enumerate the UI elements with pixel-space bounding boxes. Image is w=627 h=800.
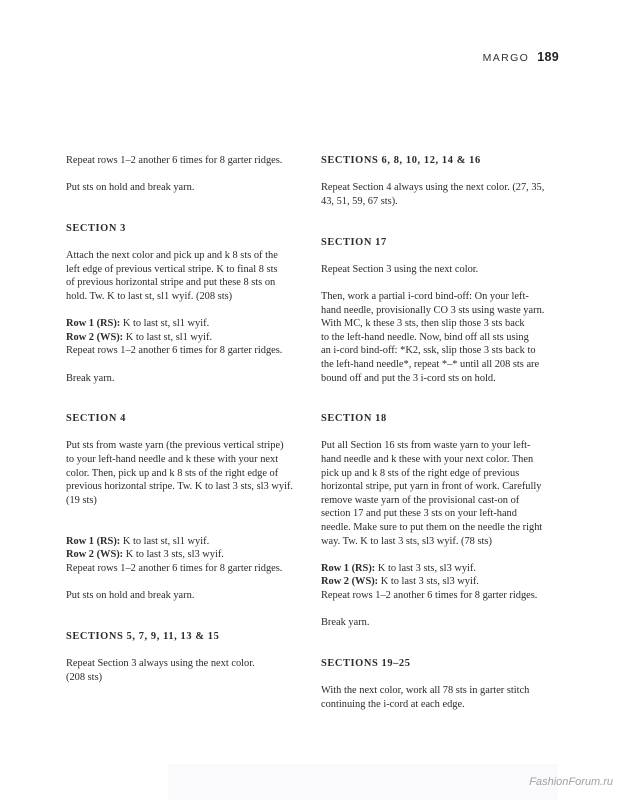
text-line: Put all Section 16 sts from waste yarn to your left-: [321, 440, 531, 452]
row-line: [321, 575, 563, 589]
row-text: K to last 3 sts, sl3 wyif.: [378, 576, 479, 588]
paragraph: [66, 439, 301, 507]
paragraph: [321, 439, 563, 548]
text-line: left edge of previous vertical stripe. K to final 8 sts: [66, 263, 278, 275]
row-line: [66, 331, 301, 345]
row-line: [66, 548, 301, 562]
text-line: Attach the next color and pick up and k 8 sts of the: [66, 250, 278, 262]
row-label: Row 1 (RS):: [321, 562, 376, 574]
text-line: Repeat rows 1–2 another 6 times for 8 garter ridges.: [66, 345, 283, 357]
section-heading: SECTION 17: [321, 236, 387, 248]
paragraph: Break yarn.: [321, 617, 370, 629]
text-line: pick up and k 8 sts of the right edge of previous: [321, 467, 520, 479]
left-column: [66, 154, 301, 698]
paragraph: [321, 290, 563, 385]
text-line: hand needle and k these with your next color. Then: [321, 454, 534, 466]
section-heading: SECTION 4: [66, 413, 126, 425]
right-column: [321, 154, 563, 725]
page-number: 189: [537, 50, 559, 64]
text-line: Repeat Section 3 always using the next color.: [66, 657, 255, 669]
row-instructions: [66, 535, 301, 576]
text-line: Put sts from waste yarn (the previous vertical stripe): [66, 440, 284, 452]
row-label: Row 2 (WS):: [66, 549, 124, 561]
row-line: [66, 535, 301, 549]
row-label: Row 1 (RS):: [66, 535, 121, 547]
paragraph: Repeat rows 1–2 another 6 times for 8 garter ridges.: [66, 155, 283, 166]
paragraph: [321, 181, 563, 208]
row-text: K to last 3 sts, sl3 wyif.: [123, 549, 224, 561]
row-text: K to last st, sl1 wyif.: [123, 331, 213, 343]
page-header: [483, 50, 559, 64]
paragraph: [66, 657, 301, 684]
text-line: (208 sts): [66, 671, 103, 683]
text-line: an i-cord bind-off: *K2, ssk, slip those 3 sts back to: [321, 345, 536, 357]
text-line: the left-hand needle*, repeat *–* until all 208 sts are: [321, 358, 540, 370]
text-line: Repeat rows 1–2 another 6 times for 8 garter ridges.: [321, 590, 538, 601]
text-line: to the left-hand needle. Now, bind off all sts using: [321, 331, 529, 343]
text-line: remove waste yarn of the provisional cast-on of: [321, 494, 520, 506]
text-line: (19 sts): [66, 494, 97, 506]
text-line: With the next color, work all 78 sts in garter stitch: [321, 685, 530, 697]
row-instructions: [321, 562, 563, 603]
running-title: MARGO: [482, 52, 530, 64]
text-line: color. Then, pick up and k 8 sts of the right edge of: [66, 467, 279, 479]
row-label: Row 2 (WS):: [66, 331, 124, 343]
text-line: previous horizontal stripe. Tw. K to last 3 sts, sl3 wyif.: [66, 481, 293, 493]
text-line: With MC, k these 3 sts, then slip those 3 sts back: [321, 318, 525, 330]
section-heading: SECTIONS 6, 8, 10, 12, 14 & 16: [321, 155, 481, 166]
paragraph: Put sts on hold and break yarn.: [66, 182, 195, 194]
text-line: to your left-hand needle and k these with your next: [66, 454, 279, 466]
row-line: [66, 317, 301, 331]
row-text: K to last 3 sts, sl3 wyif.: [375, 562, 477, 574]
text-line: hold. Tw. K to last st, sl1 wyif. (208 sts): [66, 290, 233, 302]
text-line: of previous horizontal stripe and put these 8 sts on: [66, 277, 276, 289]
footer-band: [168, 764, 558, 800]
text-line: bound off and put the 3 i-cord sts on hold.: [321, 372, 496, 384]
section-heading: SECTION 3: [66, 222, 126, 234]
text-line: 43, 51, 59, 67 sts).: [321, 195, 398, 207]
text-line: hand needle, provisionally CO 3 sts using waste yarn.: [321, 304, 545, 316]
row-line: [321, 562, 563, 576]
section-heading: SECTIONS 5, 7, 9, 11, 13 & 15: [66, 630, 220, 642]
text-line: Then, work a partial i-cord bind-off: On your left-: [321, 290, 529, 302]
text-line: section 17 and put these 3 sts on your left-hand: [321, 508, 517, 520]
watermark: FashionForum.ru: [529, 776, 613, 788]
section-heading: SECTION 18: [321, 413, 387, 425]
paragraph: [321, 684, 563, 711]
text-line: continuing the i-cord at each edge.: [321, 698, 465, 710]
paragraph: [66, 249, 301, 303]
text-line: way. Tw. K to last 3 sts, sl3 wyif. (78 sts): [321, 535, 492, 547]
paragraph: Put sts on hold and break yarn.: [66, 590, 195, 601]
row-label: Row 2 (WS):: [321, 576, 379, 588]
row-text: K to last st, sl1 wyif.: [120, 318, 210, 330]
text-line: Repeat Section 4 always using the next color. (27, 35,: [321, 182, 545, 194]
text-line: horizontal stripe, put yarn in front of work. Carefully: [321, 481, 542, 493]
section-heading: SECTIONS 19–25: [321, 657, 411, 669]
row-label: Row 1 (RS):: [66, 318, 121, 330]
row-text: K to last st, sl1 wyif.: [120, 535, 210, 547]
text-line: needle. Make sure to put them on the needle the right: [321, 522, 543, 534]
paragraph: Repeat Section 3 using the next color.: [321, 263, 479, 275]
text-line: Repeat rows 1–2 another 6 times for 8 garter ridges.: [66, 562, 283, 574]
paragraph: Break yarn.: [66, 372, 115, 384]
row-instructions: [66, 317, 301, 358]
